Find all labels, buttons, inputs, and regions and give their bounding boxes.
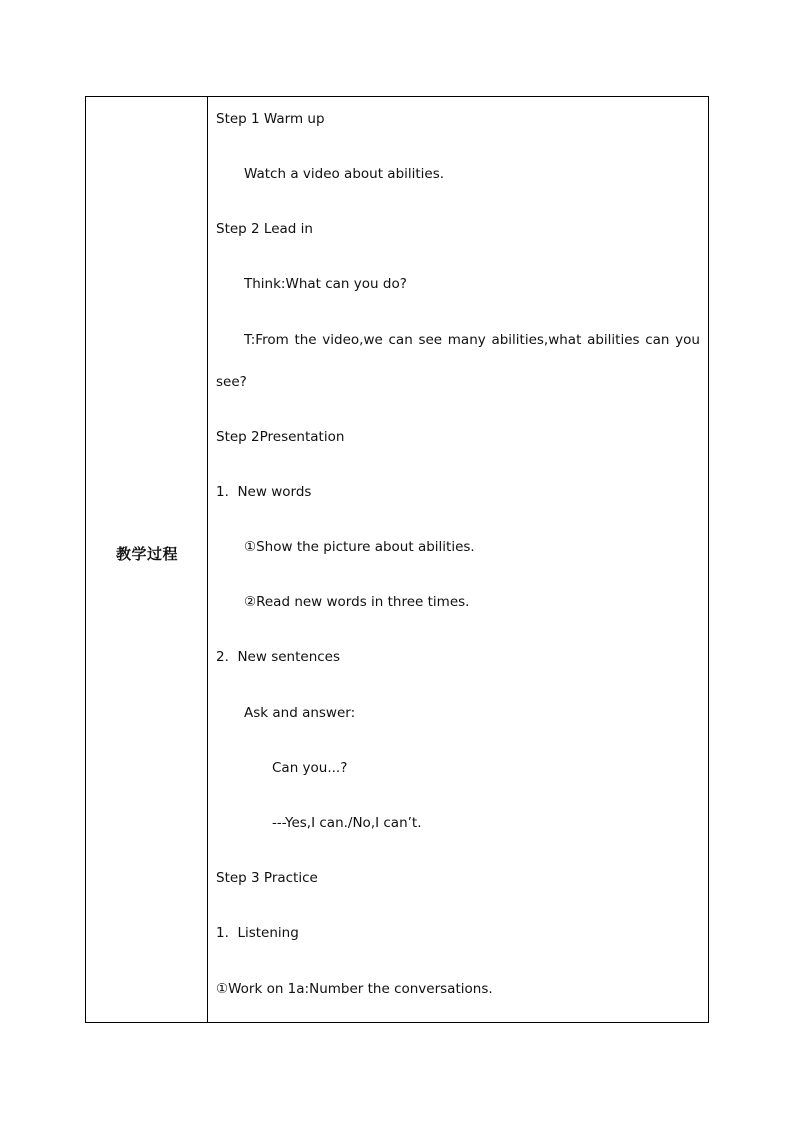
teacher-prompt-line-1: T:From the video,we can see many abilities,what abilities can you [244, 332, 700, 348]
step-1-heading: Step 1 Warm up [216, 111, 325, 127]
new-words-subitem-1: ①Show the picture about abilities. [244, 539, 475, 555]
label-cell [86, 97, 208, 1022]
warm-up-activity: Watch a video about abilities. [244, 166, 445, 182]
step-3-heading: Step 3 Practice [216, 870, 318, 886]
listening-item: 1. Listening [216, 925, 299, 941]
sample-question: Can you...? [272, 760, 348, 776]
step-2-heading: Step 2 Lead in [216, 221, 313, 237]
presentation-heading: Step 2Presentation [216, 429, 345, 445]
new-words-item: 1. New words [216, 484, 312, 500]
ask-answer-label: Ask and answer: [244, 705, 356, 721]
lesson-table [85, 96, 709, 1023]
lead-in-question: Think:What can you do? [244, 276, 407, 292]
content-cell [208, 97, 708, 1022]
new-words-subitem-2: ②Read new words in three times. [244, 594, 470, 610]
teacher-prompt-line-2: see? [216, 374, 247, 390]
new-sentences-item: 2. New sentences [216, 649, 341, 665]
teaching-process-label: 教学过程 [115, 545, 178, 563]
listening-subitem-1: ①Work on 1a:Number the conversations. [216, 981, 493, 997]
sample-answer: ---Yes,I can./No,I can’t. [272, 815, 422, 831]
